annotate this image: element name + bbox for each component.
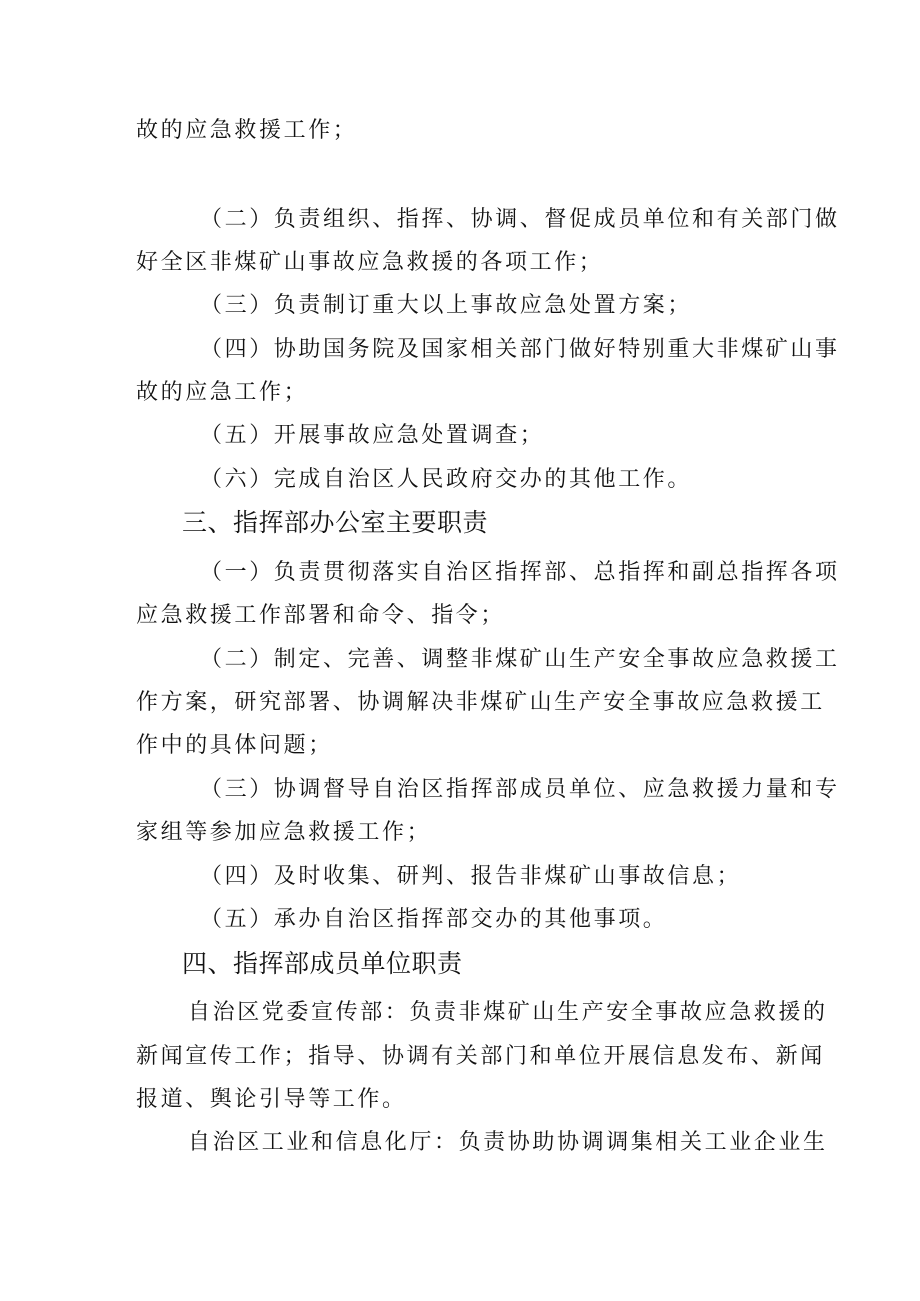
text-line: 自治区党委宣传部：负责非煤矿山生产安全事故应急救援的 (188, 1000, 828, 1025)
text-line: （四）协助国务院及国家相关部门做好特别重大非煤矿山事 (200, 337, 840, 362)
text-line: （三）负责制订重大以上事故应急处置方案； (200, 293, 693, 318)
text-line: 故的应急救援工作； (136, 118, 358, 143)
text-line: （二）负责组织、指挥、协调、督促成员单位和有关部门做 (200, 207, 840, 232)
text-line: 故的应急工作； (136, 380, 309, 405)
text-line: （六）完成自治区人民政府交办的其他工作。 (200, 467, 693, 492)
text-line: （一）负责贯彻落实自治区指挥部、总指挥和副总指挥各项 (200, 560, 840, 585)
text-line: （五）开展事故应急处置调查； (200, 423, 545, 448)
text-line: 作中的具体问题； (136, 733, 333, 758)
text-line: 应急救援工作部署和命令、指令； (136, 603, 506, 628)
section-heading: 三、指挥部办公室主要职责 (182, 508, 489, 537)
text-line: （五）承办自治区指挥部交办的其他事项。 (200, 907, 668, 932)
text-line: 好全区非煤矿山事故应急救援的各项工作； (136, 250, 604, 275)
text-line: （二）制定、完善、调整非煤矿山生产安全事故应急救援工 (200, 647, 840, 672)
text-line: 新闻宣传工作；指导、协调有关部门和单位开展信息发布、新闻 (136, 1044, 825, 1069)
text-line: 作方案，研究部署、协调解决非煤矿山生产安全事故应急救援工 (136, 690, 825, 715)
section-heading: 四、指挥部成员单位职责 (182, 949, 463, 978)
text-line: 自治区工业和信息化厅：负责协助协调调集相关工业企业生 (188, 1130, 828, 1155)
text-line: 家组等参加应急救援工作； (136, 820, 432, 845)
text-line: 报道、舆论引导等工作。 (136, 1087, 407, 1112)
text-line: （三）协调督导自治区指挥部成员单位、应急救援力量和专 (200, 777, 840, 802)
text-line: （四）及时收集、研判、报告非煤矿山事故信息； (200, 864, 742, 889)
